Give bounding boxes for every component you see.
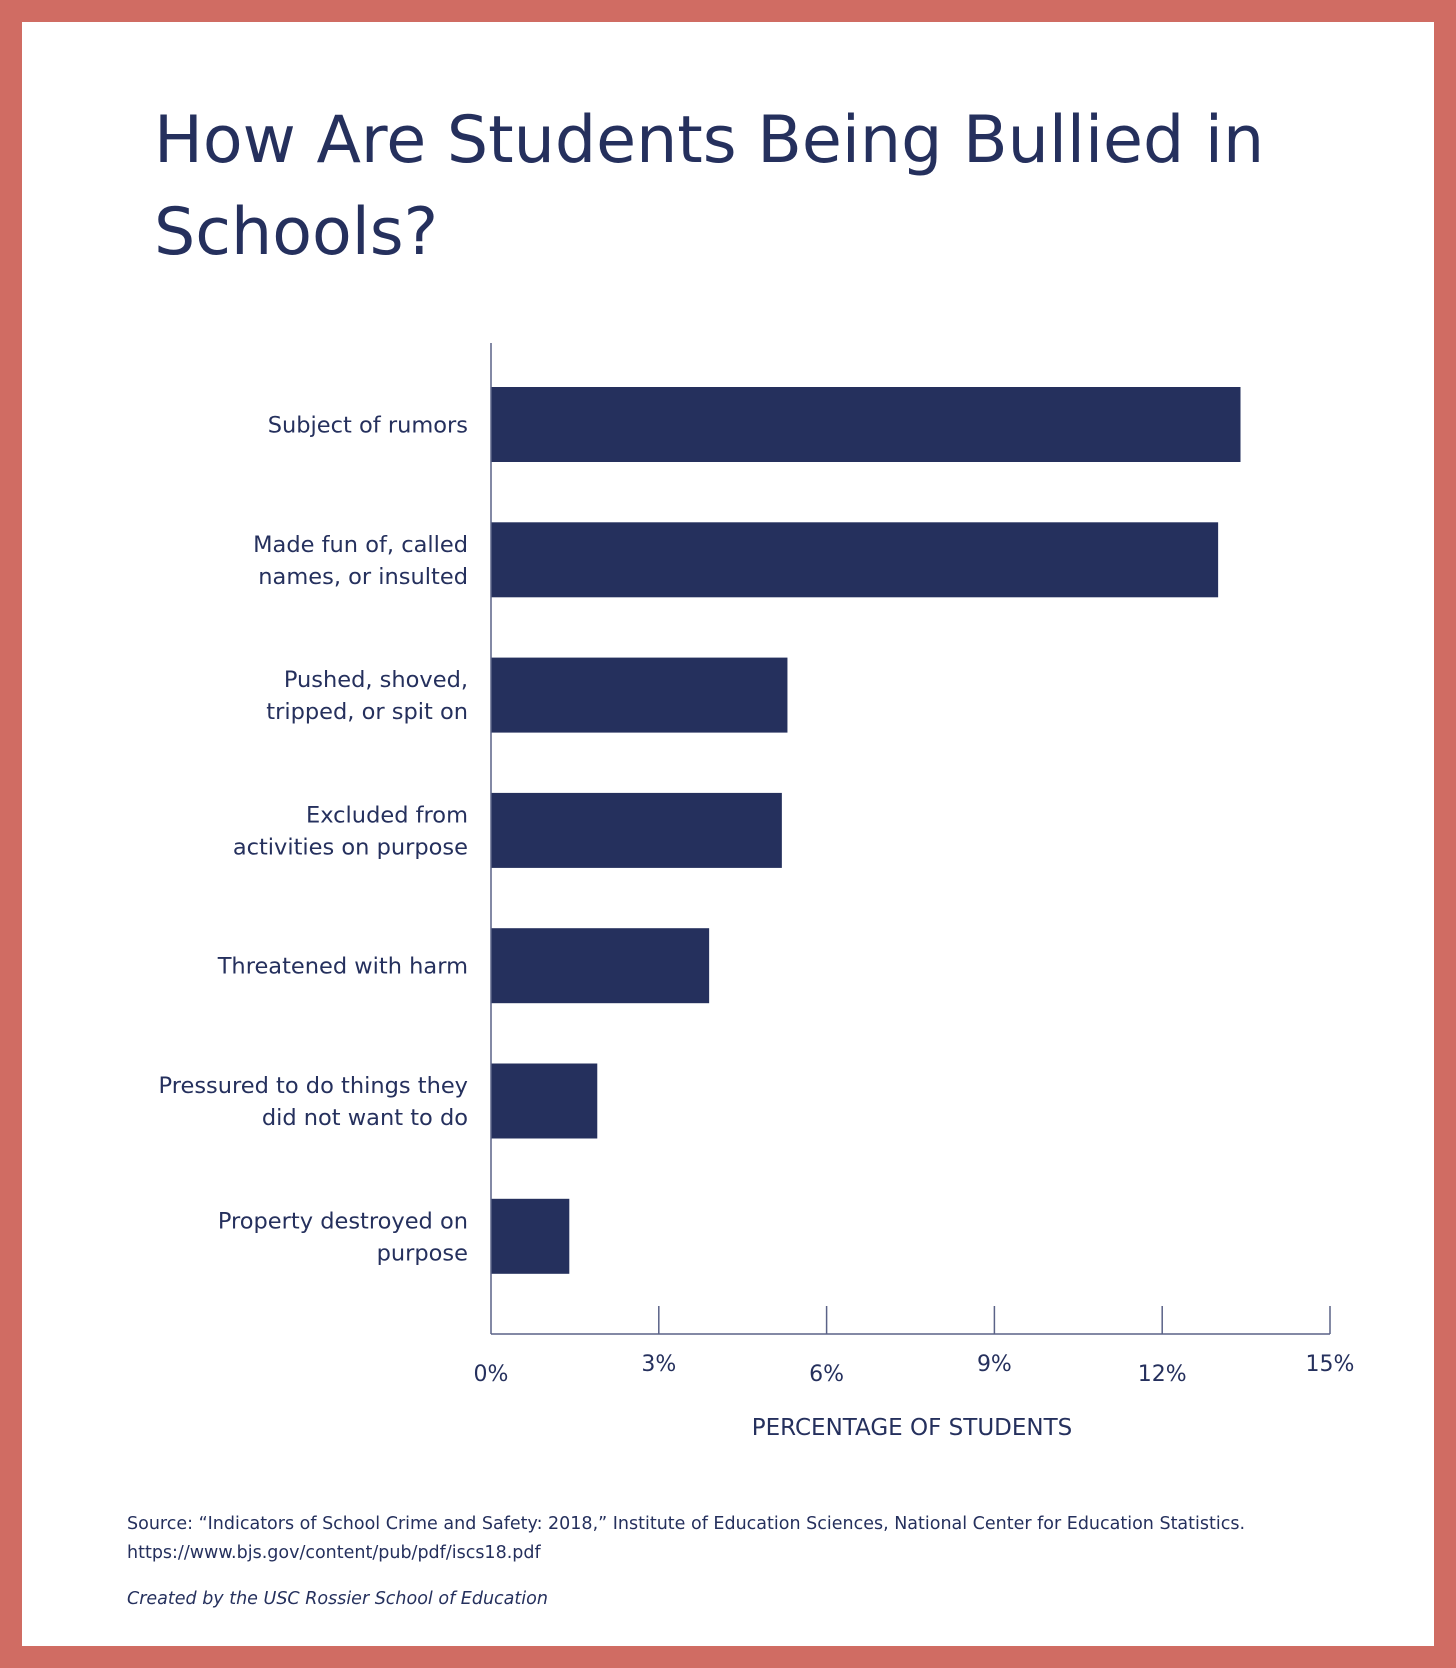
bar bbox=[491, 1064, 597, 1139]
credit-note: Created by the USC Rossier School of Education bbox=[127, 1589, 548, 1609]
category-label: Pressured to do things they bbox=[158, 1073, 468, 1099]
category-label: activities on purpose bbox=[232, 834, 468, 861]
bar bbox=[491, 1199, 569, 1274]
x-axis-title: PERCENTAGE OF STUDENTS bbox=[751, 1415, 1073, 1441]
category-label: did not want to do bbox=[261, 1105, 468, 1131]
category-label: tripped, or spit on bbox=[266, 699, 468, 726]
x-tick-label: 3% bbox=[641, 1352, 677, 1377]
x-tick-label: 9% bbox=[976, 1352, 1012, 1377]
category-label: Threatened with harm bbox=[217, 953, 468, 980]
bar bbox=[491, 793, 782, 868]
category-label: Property destroyed on bbox=[217, 1208, 468, 1235]
x-tick-label: 12% bbox=[1137, 1362, 1187, 1387]
x-tick-label: 0% bbox=[473, 1362, 509, 1387]
source-citation: Source: “Indicators of School Crime and Safety: 2018,” Institute of Education Sciences, National Center for Education Statistics. bbox=[127, 1514, 1246, 1534]
source-note bbox=[127, 1510, 1377, 1568]
x-tick-label: 15% bbox=[1305, 1352, 1355, 1377]
chart-title: How Are Students Being Bullied in Schools? bbox=[154, 103, 1265, 270]
bar bbox=[491, 658, 787, 733]
category-label: Pushed, shoved, bbox=[283, 667, 468, 694]
source-url: https://www.bjs.gov/content/pub/pdf/iscs18.pdf bbox=[127, 1543, 541, 1563]
category-label: names, or insulted bbox=[258, 563, 468, 590]
bar bbox=[491, 928, 709, 1003]
category-label: Subject of rumors bbox=[267, 412, 468, 439]
category-label: Made fun of, called bbox=[253, 531, 468, 558]
x-tick-label: 6% bbox=[809, 1362, 845, 1387]
bar bbox=[491, 387, 1241, 462]
category-label: Excluded from bbox=[306, 802, 468, 829]
bar bbox=[491, 522, 1218, 597]
category-label: purpose bbox=[376, 1240, 468, 1267]
